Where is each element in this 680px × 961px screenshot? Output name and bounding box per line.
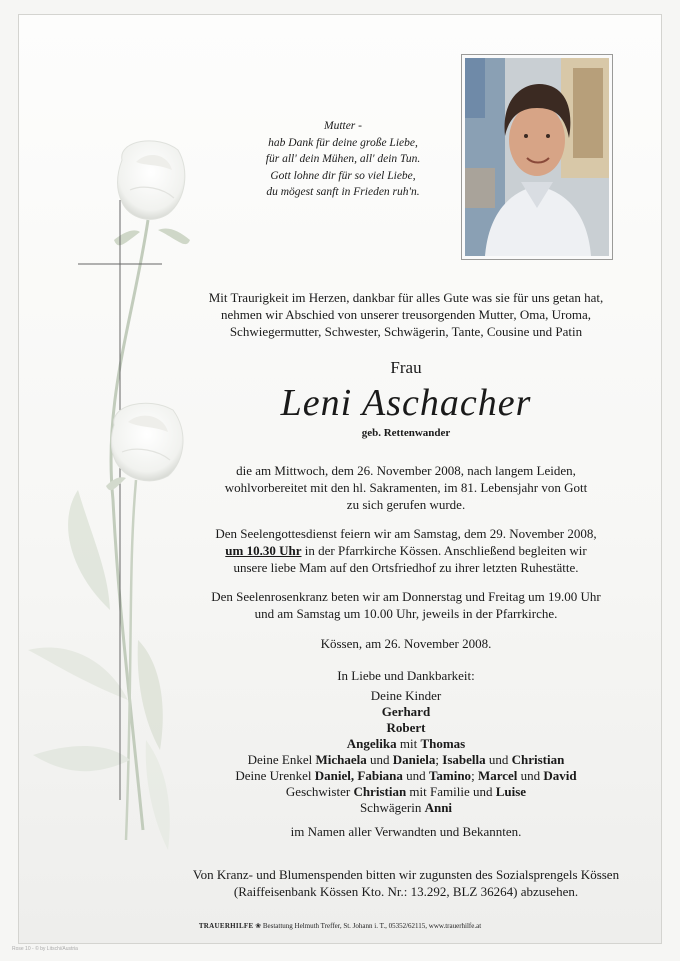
child-name-text: Angelika bbox=[346, 736, 397, 751]
relatives-line: im Namen aller Verwandten und Bekannten. bbox=[290, 824, 522, 839]
love-line: In Liebe und Dankbarkeit: bbox=[337, 668, 475, 683]
intro-line: Mit Traurigkeit im Herzen, dankbar für alles Gute was sie für uns getan hat, bbox=[208, 290, 604, 305]
memorial-poem bbox=[228, 118, 458, 201]
great-grandchild-name: Tamino bbox=[428, 768, 472, 783]
service-line: unsere liebe Mam auf den Ortsfriedhof zu ihrer letzten Ruhestätte. bbox=[233, 560, 579, 575]
grandchild-name: Daniela bbox=[392, 752, 436, 767]
great-grandchildren-line bbox=[180, 768, 632, 784]
grandchild-name: Michaela bbox=[315, 752, 367, 767]
grandchild-name: Christian bbox=[511, 752, 565, 767]
siblings-label: Geschwister bbox=[285, 784, 354, 799]
service-time: um 10.30 Uhr bbox=[225, 543, 302, 558]
connector: ; bbox=[435, 752, 443, 767]
donations-line: (Raiffeisenbank Kössen Kto. Nr.: 13.292, BLZ 36264) abzusehen. bbox=[233, 884, 579, 899]
connector: und bbox=[402, 768, 429, 783]
service-line bbox=[180, 542, 632, 559]
death-line: die am Mittwoch, dem 26. November 2008, nach langem Leiden, bbox=[236, 463, 576, 478]
poem-line: hab Dank für deine große Liebe, bbox=[268, 136, 418, 149]
place-and-date: Kössen, am 26. November 2008. bbox=[320, 636, 492, 651]
salutation: Frau bbox=[390, 358, 422, 377]
rosary-line: und am Samstag um 10.00 Uhr, jeweils in der Pfarrkirche. bbox=[254, 606, 558, 621]
rosary-paragraph bbox=[180, 588, 632, 622]
funeral-service-paragraph bbox=[180, 525, 632, 576]
intro-line: Schwiegermutter, Schwester, Schwägerin, Tante, Cousine und Patin bbox=[229, 324, 583, 339]
great-grandchild-name: David bbox=[543, 768, 577, 783]
great-grandchild-name: Marcel bbox=[477, 768, 518, 783]
connector: mit Familie und bbox=[406, 784, 496, 799]
connector: und bbox=[366, 752, 393, 767]
rosary-line: Den Seelenrosenkranz beten wir am Donnerstag und Freitag um 19.00 Uhr bbox=[211, 589, 601, 604]
death-line: wohlvorbereitet mit den hl. Sakramenten, im 81. Lebensjahr von Gott bbox=[224, 480, 588, 495]
connector: ; bbox=[471, 768, 478, 783]
intro-paragraph bbox=[180, 289, 632, 340]
grandchild-name: Isabella bbox=[442, 752, 486, 767]
sister-in-law-name: Anni bbox=[424, 800, 453, 815]
poem-line: Gott lohne dir für so viel Liebe, bbox=[270, 169, 416, 182]
child-name bbox=[180, 704, 632, 720]
connector: und bbox=[485, 752, 512, 767]
death-paragraph bbox=[180, 462, 632, 513]
family-list bbox=[180, 688, 632, 816]
poem-line: Mutter - bbox=[323, 120, 362, 132]
birth-name: geb. Rettenwander bbox=[361, 427, 451, 439]
donations-paragraph bbox=[180, 866, 632, 900]
grandchildren-label: Deine Enkel bbox=[247, 752, 316, 767]
great-grandchildren-label: Deine Urenkel bbox=[235, 768, 315, 783]
sister-in-law-label: Schwägerin bbox=[359, 800, 425, 815]
service-line: Den Seelengottesdienst feiern wir am Samstag, dem 29. November 2008, bbox=[215, 526, 597, 541]
dove-icon: ❀ bbox=[255, 922, 262, 930]
poem-line: du mögest sanft in Frieden ruh'n. bbox=[266, 186, 420, 198]
connector: mit bbox=[396, 736, 421, 751]
image-credit: Rose 10 - © by Litschi/Austria bbox=[12, 946, 78, 952]
connector: und bbox=[517, 768, 544, 783]
service-text: in der Pfarrkirche Kössen. Anschließend begleiten wir bbox=[301, 543, 587, 558]
brand-logo: TRAUERHILFE bbox=[198, 922, 254, 930]
great-grandchild-name: Daniel, Fabiana bbox=[314, 768, 403, 783]
sister-in-law-line bbox=[180, 800, 632, 816]
sibling-name: Christian bbox=[353, 784, 407, 799]
poem-line: für all' dein Mühen, all' dein Tun. bbox=[265, 153, 421, 165]
portrait-photo bbox=[461, 54, 613, 260]
grandchildren-line bbox=[180, 752, 632, 768]
donations-line: Von Kranz- und Blumenspenden bitten wir zugunsten des Sozialsprengels Kössen bbox=[192, 867, 620, 882]
partner-name: Thomas bbox=[420, 736, 466, 751]
siblings-line bbox=[180, 784, 632, 800]
sibling-name: Luise bbox=[495, 784, 527, 799]
footer-text: Bestattung Helmuth Treffer, St. Johann i. T., 05352/62115, www.trauerhilfe.at bbox=[262, 922, 482, 930]
child-name bbox=[180, 736, 632, 752]
child-name bbox=[180, 720, 632, 736]
child-name-text: Robert bbox=[386, 720, 426, 735]
funeral-home-footer bbox=[18, 922, 662, 930]
deceased-name: Leni Aschacher bbox=[280, 382, 532, 424]
death-line: zu sich gerufen wurde. bbox=[346, 497, 466, 512]
intro-line: nehmen wir Abschied von unserer treusorgenden Mutter, Oma, Uroma, bbox=[220, 307, 591, 322]
child-name-text: Gerhard bbox=[381, 704, 431, 719]
children-label: Deine Kinder bbox=[370, 688, 442, 703]
